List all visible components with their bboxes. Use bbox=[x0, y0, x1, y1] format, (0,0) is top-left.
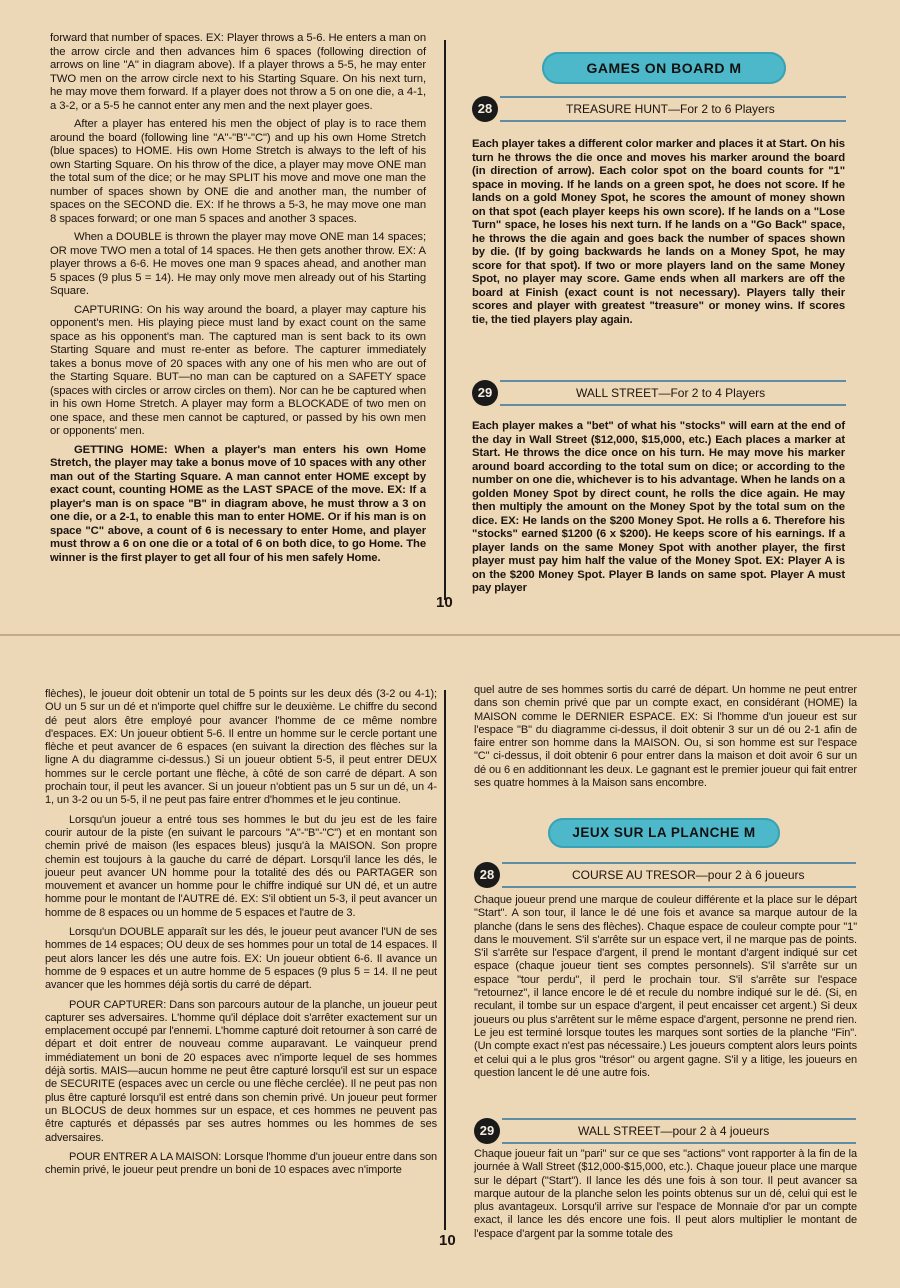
paragraph: POUR CAPTURER: Dans son parcours autour de la planche, un joueur peut capturer ses adversaires. L'homme qu'il déplace doit s'arrêter exactement sur un emplacement occupé par l'ennemi. L'homme capturé doit retourner à son carré de départ et doit entrer de nouveau comme auparavant. Le vainqueur prend immédiatement un boni de 20 espaces avec n'importe lequel de ses hommes déjà sortis. MAIS—aucun homme ne peut être capturé lorsqu'il est sur un espace de SECURITE (espaces avec un cercle ou une flèche cerclée). Il ne peut pas non plus être capturé lorsqu'il est entré dans son chemin privé. Un joueur peut former un BLOCUS de deux hommes sur un espace, et ces hommes ne peuvent pas être capturés et dépassés par ses autres hommes ou les hommes de ses adversaires. bbox=[45, 998, 438, 1144]
page-separator bbox=[0, 634, 900, 636]
game-title: TREASURE HUNT—For 2 to 6 Players bbox=[566, 102, 775, 116]
paragraph: Lorsqu'un joueur a entré tous ses hommes le but du jeu est de les faire courir autour de la piste (en suivant le parcours "A"-"B"-"C") et en montant son chemin privé de maison (les espaces bleus) jusqu'à la MAISON. Son propre chemin est toujours à la gauche du carré de départ. Lorsqu'il lance les dés, le joueur peut avancer UN homme pour la totalité des dés ou PARTAGER son mouvement et avancer un homme pour le chiffre indiqué sur UN dé, et un autre homme pour le montant de l'AUTRE dé. EX: S'il obtient un 5-3, il peut avancer un homme de 8 espaces ou un homme de 5 espaces et l'autre de 3. bbox=[45, 813, 437, 919]
game-number-badge: 29 bbox=[472, 380, 498, 406]
page-number: 10 bbox=[439, 1232, 456, 1249]
paragraph: Each player makes a "bet" of what his "stocks" will earn at the end of the day in Wall Street ($12,000, $15,000, etc.) Each places a marker at Start. He throws the dice once on his turn. He may move his marker around board according to the total sum on dice; or according to the number on one die, whichever is to his advantage. When he lands on a golden Money Spot by direct count, he rolls the dice again. He may then multiply the amount on the Money Spot by the total sum on the dice. EX: He lands on the $200 Money Spot. He rolls a 6. Therefore his "stocks" earned $1200 (6 x $200). He keeps score of his earnings. If a player lands on the same Money Spot with another player, the first player must pay him half the value of the Money Spot. EX: Player A is on the $200 Money Spot. Player B lands on same spot. Player A must pay player bbox=[472, 420, 845, 594]
paragraph: Each player takes a different color marker and places it at Start. On his turn he throws the die once and moves his marker around the board (in direction of arrow). Each color spot on the board counts for "1" space in moving. If he lands on a green spot, he does not score. If he lands on a gold Money Spot, he scores the amount of money shown on that spot (each player keeps his own score). If he lands on a "Lose Turn" space, he loses his next turn. If he lands on a "Go Back" space, he throws the die again and goes back the number of spaces shown by die. (If by going backwards he lands on a Money Spot, he may score for that spot). If two or more players land on the same Money Spot, no player may score. Game ends when all markers are off the board at Finish (exact count is not necessary). Players tally their scores and player with greatest "treasure" or money wins. If scores tie, the tied players play again. bbox=[472, 138, 845, 326]
column-rule bbox=[444, 690, 446, 1230]
game-title: COURSE AU TRESOR—pour 2 à 6 joueurs bbox=[572, 868, 805, 882]
bottom-left-column bbox=[45, 688, 437, 1182]
game-header bbox=[474, 862, 860, 890]
divider bbox=[502, 1118, 856, 1120]
bottom-right-intro bbox=[474, 684, 857, 795]
game-header bbox=[472, 96, 852, 124]
divider bbox=[500, 120, 846, 122]
paragraph: flèches), le joueur doit obtenir un total de 5 points sur les deux dés (3-2 ou 4-1); OU un 5 sur un dé et n'importe quel chiffre sur le deuxième. Le chiffre du second dé peut alors être employé pour avancer l'homme de ce même nombre d'espaces. EX: Un joueur obtient 5-6. Il entre un homme sur le cercle portant une flèche et peut avancer de 6 espaces (en suivant la direction des flèches sur la ligne A du diagramme ci-dessus.) Si un joueur obtient 5-5, il peut entrer DEUX hommes sur le cercle portant une flèche, à côté de son carré de départ. A son prochain tour, il peut les avancer. Si un joueur n'obtient pas un 5 sur un dé, un 4-1, un 3-2 ou un 5-5, il ne peut pas faire entrer d'hommes et le jeu continue. bbox=[45, 688, 437, 807]
divider bbox=[502, 1142, 856, 1144]
game-number-badge: 28 bbox=[474, 862, 500, 888]
game-29-rules bbox=[472, 420, 845, 601]
paragraph: GETTING HOME: When a player's man enters his own Home Stretch, the player may take a bonus move of 10 spaces with any other man out of the Starting Square. A man cannot enter HOME except by exact count, counting HOME as the LAST SPACE of the move. EX: If a player's man is on space "B" in diagram above, he must throw a 3 on one die, or a 2-1, to enable this man to enter HOME. Or if his man is on space "C" above, a count of 6 is necessary to enter Home, and player must throw a 6 on one die or a total of 6 on both dice, to go Home. The winner is the first player to get all four of his men safely Home. bbox=[50, 443, 426, 564]
column-rule bbox=[444, 40, 446, 600]
game-header bbox=[472, 380, 852, 408]
paragraph: quel autre de ses hommes sortis du carré de départ. Un homme ne peut entrer dans son chemin privé que par un compte exact, en considérant (HOME) la MAISON comme le DERNIER ESPACE. EX: Si l'homme d'un joueur est sur l'espace "B" du diagramme ci-dessus, il doit obtenir 3 sur un dé ou 2-1 afin de faire entrer son homme dans la MAISON. Ou, si son homme est sur l'espace "C" ci-dessus, il doit obtenir 6 pour entrer dans la maison et doit avoir 6 sur un dé ou 6 en additionnant les deux. Le gagnant est le premier joueur qui fait entrer ses quatre hommes à la Maison sans encombre. bbox=[474, 684, 857, 790]
game-28-rules bbox=[472, 138, 845, 332]
game-29-rules-fr bbox=[474, 1148, 857, 1246]
divider bbox=[500, 96, 846, 98]
paragraph: forward that number of spaces. EX: Player throws a 5-6. He enters a man on the arrow circle and then advances him 6 spaces (following direction of arrows on line "A" in diagram above). If a player throws a 5-5, he may enter TWO men on the arrow circle next to his Starting Square. On his next turn, he may move them forward. If a player does not throw a 5 on one die, a 4-1, a 3-2, or a 5-5 he cannot enter any men and the next player goes. bbox=[50, 32, 426, 112]
paragraph: After a player has entered his men the object of play is to race them around the board (following line "A"-"B"-"C") and up his own Home Stretch (blue spaces) to HOME. His own Home Stretch is always to the left of his own Starting Square. On his throw of the dice, a player may move ONE man the total sum of the dice; or he may SPLIT his move and move one man the number of spaces shown by ONE die and another man, the number of spaces on the SECOND die. EX: If he throws a 5-3, he may move one man 8 spaces forward; or one man 5 spaces and another 3 spaces. bbox=[50, 118, 426, 225]
game-number-badge: 29 bbox=[474, 1118, 500, 1144]
paragraph: CAPTURING: On his way around the board, a player may capture his opponent's men. His playing piece must land by exact count on the same space as his opponent's man. The captured man is sent back to its own Starting Square and must re-enter as before. The capturer immediately takes a bonus move of 20 spaces with any one of his men who are out of the Starting Square. BUT—no man can be captured on a SAFETY space (spaces with circles or arrow circles on them). Nor can he be captured when in his own Home Stretch. A player may form a BLOCKADE of two men on one space, and these men cannot be captured, or passed by his own men or opponents' men. bbox=[50, 303, 426, 437]
game-title: WALL STREET—For 2 to 4 Players bbox=[576, 386, 766, 400]
game-number-badge: 28 bbox=[472, 96, 498, 122]
divider bbox=[500, 380, 846, 382]
paragraph: Chaque joueur fait un "pari" sur ce que ses "actions" vont rapporter à la fin de la journée à Wall Street ($12,000-$15,000, etc.). Chaque joueur place une marque sur le départ ("Start"). Il lance les dés une fois à son tour. Il peut avancer sa marque autour de la planche selon les points obtenus sur un dé, celui qui est le plus avantageux. Lorsqu'il arrive sur l'espace de Monnaie d'or par un compte exact, il lance les dés encore une fois. Il peut alors multiplier le montant de l'espace d'argent par la somme totale des bbox=[474, 1148, 857, 1240]
game-28-rules-fr bbox=[474, 894, 857, 1085]
page-number: 10 bbox=[436, 594, 453, 611]
paragraph: POUR ENTRER A LA MAISON: Lorsque l'homme d'un joueur entre dans son chemin privé, le joueur peut prendre un boni de 10 espaces avec n'importe bbox=[45, 1150, 438, 1177]
game-header bbox=[474, 1118, 860, 1146]
divider bbox=[502, 886, 856, 888]
top-left-column bbox=[50, 32, 426, 570]
divider bbox=[500, 404, 846, 406]
section-banner: GAMES ON BOARD M bbox=[542, 52, 786, 84]
section-banner: JEUX SUR LA PLANCHE M bbox=[548, 818, 780, 848]
divider bbox=[502, 862, 856, 864]
paragraph: Chaque joueur prend une marque de couleur différente et la place sur le départ "Start". A son tour, il lance le dé une fois et avance sa marque autour de la planche (dans le sens des flèches). Chaque espace de couleur compte pour "1" dans le mouvement. S'il s'arrête sur un espace vert, il ne marque pas de points. S'il s'arrête sur l'espace d'argent, il prend le montant d'argent indiqué sur cet espace (chaque joueur tient ses comptes personnels). S'il s'arrête sur un espace "tour perdu", il perd le prochain tour. S'il s'arrête sur l'espace "retournez", il lance encore le dé et recule du nombre indiqué sur le dé. (Si, en reculant, il tombe sur un espace d'argent, il peut encaisser cet argent.) Si deux joueurs ou plus s'arrêtent sur le même espace d'argent, personne ne prend rien. Le jeu est terminé lorsque toutes les marques sont sorties de la planche "Fin". (Un compte exact n'est pas nécessaire.) Les joueurs comptent alors leurs points et celui qui a le plus gros "trésor" ou argent gagne. S'il y a litige, les joueurs en question lancent le dé une autre fois. bbox=[474, 894, 857, 1079]
paragraph: Lorsqu'un DOUBLE apparaît sur les dés, le joueur peut avancer l'UN de ses hommes de 14 espaces; OU deux de ses hommes pour un total de 14 espaces. Il peut alors lancer les dés une autre fois. EX: Un joueur obtient 6-6. Il avance un homme de 9 espaces et un autre homme de 5 espaces (9 plus 5 = 14. Il ne peut avancer que les hommes déjà sortis du carré de départ. bbox=[45, 926, 437, 992]
paragraph: When a DOUBLE is thrown the player may move ONE man 14 spaces; OR move TWO men a total of 14 spaces. He then gets another throw. EX: A player throws a 6-6. He moves one man 9 spaces ahead, and another man 5 spaces (9 plus 5 = 14). He may only move men already out of his Starting Square. bbox=[50, 231, 426, 297]
game-title: WALL STREET—pour 2 à 4 joueurs bbox=[578, 1124, 770, 1138]
